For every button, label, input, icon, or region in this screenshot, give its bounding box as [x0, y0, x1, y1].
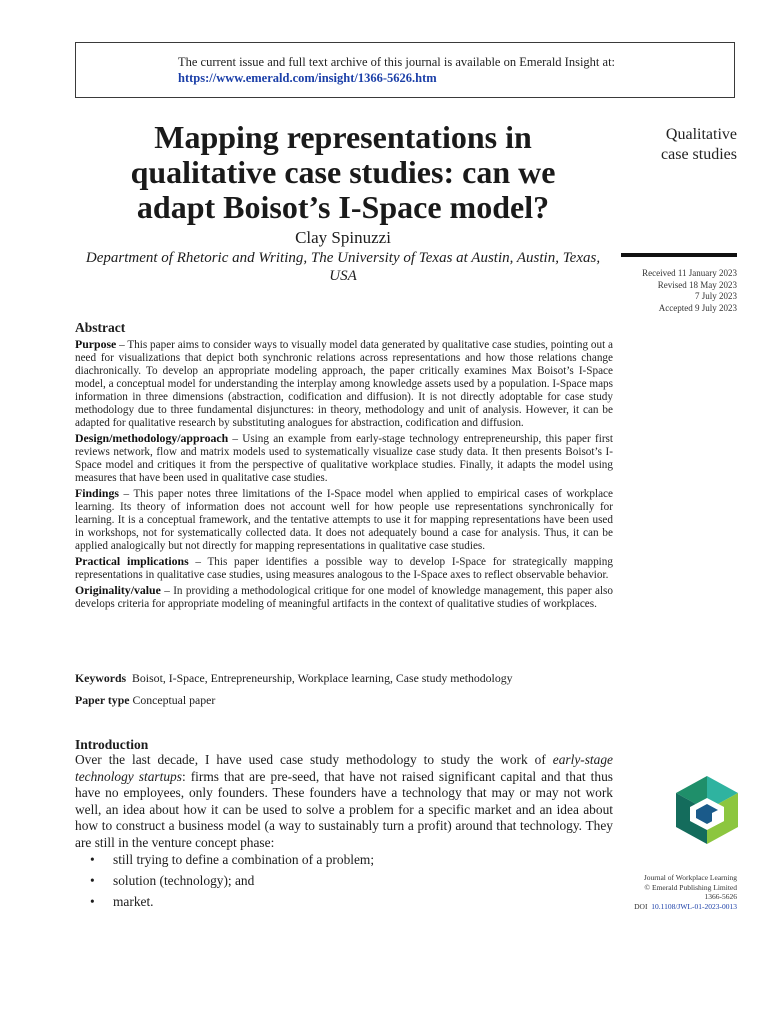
list-item-text: still trying to define a combination of a problem; — [113, 852, 375, 867]
keywords — [75, 671, 613, 686]
bullet-icon: • — [90, 873, 95, 888]
bullet-icon: • — [90, 852, 95, 867]
paper-type-text: Conceptual paper — [132, 693, 216, 707]
revised-date: Revised 18 May 2023 — [657, 279, 737, 290]
submission-dates — [610, 268, 737, 314]
section-label: Purpose — [75, 337, 117, 351]
abstract-section-implications: Practical implications – This paper identifies a possible way to develop I-Space for strategically mapping representations in qualitative case studies, using measures analogous to the I-Space axes to reflect observable behavior. — [75, 554, 613, 581]
section-text: This paper identifies a possible way to develop I-Space for strategically mapping representations in qualitative case studies, using measures analogous to the I-Space axes to reflect observable behavior. — [75, 556, 613, 581]
keywords-label: Keywords — [75, 671, 127, 685]
abstract-heading: Abstract — [75, 320, 126, 335]
abstract-section-originality: Originality/value – In providing a methodological critique for one model of knowledge management, this paper also develops criteria for appropriate modeling of meaningful artifacts in the context of qualitative studies of workplaces. — [75, 583, 614, 610]
introduction-paragraph — [75, 752, 613, 851]
accepted-date: Accepted 9 July 2023 — [658, 302, 737, 313]
bullet-icon: • — [90, 894, 95, 909]
received-date: Received 11 January 2023 — [642, 268, 737, 278]
title-line: qualitative case studies: can we — [130, 154, 556, 190]
section-text: In providing a methodological critique for one model of knowledge management, this paper also develops criteria for appropriate modeling of meaningful artifacts in the context of qualitative studies of workplaces. — [75, 585, 614, 610]
intro-text-start: Over the last decade, I have used case study methodology to study the work of — [75, 752, 553, 767]
section-label: Design/methodology/approach — [75, 431, 229, 445]
doi-link[interactable]: 10.1108/JWL-01-2023-0013 — [651, 901, 737, 911]
section-text: This paper aims to consider ways to visually model data generated by qualitative case studies, pointing out a need for visualizations that depict both synchronic relations across representations and how those relations change diachronically. To develop an appropriate modeling approach, the paper critically examines Max Boisot’s I-Space model, a conceptual model for understanding the interplay among knowledge assets used by a population. I-Space maps information in three dimensions (abstraction, codification and diffusion). It is not directly adoptable for case study methodology due to three fundamental disjunctures: in theory, methodology and unit of analysis. However, it can be adapted for qualitative research by substituting analogues for abstraction, codification and diffusion. — [75, 339, 613, 429]
emerald-logo-icon — [676, 776, 738, 844]
list-item — [90, 894, 154, 910]
title-line: adapt Boisot’s I-Space model? — [136, 189, 550, 225]
author-name: Clay Spinuzzi — [295, 228, 391, 247]
title-line: Mapping representations in — [154, 119, 532, 155]
intro-text-end: : firms that are pre-seed, that have not raised significant capital and that thus have no employees, only founders. These founders have a technology that may or may not work well, an idea about how it can be used to solve a problem for a specific market and an idea about how to construct a business model (a way to sustainably turn a profit) around that technology. They are still in the venture concept phase: — [75, 768, 613, 850]
doi-line — [600, 902, 737, 912]
journal-archive-banner — [75, 42, 735, 98]
banner-text: The current issue and full text archive of this journal is available on Emerald Insight at: — [178, 55, 616, 69]
intro-emphasis: early-stage technology startups — [75, 752, 613, 784]
paper-title — [75, 120, 611, 225]
journal-name: Journal of Workplace Learning — [643, 873, 737, 882]
issn: 1366-5626 — [704, 892, 737, 901]
abstract-section-purpose: Purpose – This paper aims to consider ways to visually model data generated by qualitative case studies, pointing out a need for visualizations that depict both synchronic relations across representations and how those relations change diachronically. To develop an appropriate modeling approach, the paper critically examines Max Boisot’s I-Space model, a conceptual model for understanding the interplay among knowledge assets used by a population. I-Space maps information in three dimensions (abstraction, codification and diffusion). It is not directly adoptable for case study methodology due to three fundamental disjunctures: in theory, methodology and unit of analysis. However, it can be adapted for qualitative research by substituting analogues for abstraction, codification and diffusion. — [75, 337, 613, 429]
paper-type-label: Paper type — [75, 693, 130, 707]
banner-link[interactable]: https://www.emerald.com/insight/1366-5626.htm — [178, 71, 437, 85]
abstract-section-design: Design/methodology/approach – Using an example from early-stage technology entrepreneurship, this paper first reviews network, flow and matrix models used to systematically visualize case study data. It then presents Boisot’s I-Space model and critiques it from the perspective of qualitative workplace studies. Finally, it adapts the model using measures that have been used in qualitative case studies. — [75, 431, 614, 484]
running-head-line: Qualitative — [665, 126, 737, 143]
section-label: Originality/value — [75, 583, 161, 597]
copyright-notice: © Emerald Publishing Limited — [644, 882, 737, 892]
revised-date-2: 7 July 2023 — [694, 291, 737, 301]
section-text: Using an example from early-stage technology entrepreneurship, this paper first reviews network, flow and matrix models used to systematically visualize case study data. It then presents Boisot’s I-Space model and critiques it from the perspective of qualitative workplace studies. Finally, it adapts the model using measures that have been used in qualitative case studies. — [75, 433, 614, 484]
section-text: This paper notes three limitations of the I-Space model when applied to empirical cases of workplace learning. Its theory of information does not account well for how people use representations synchronically for learning. It is a conceptual framework, and the tentative attempts to use it for mapping representations have been used in workshops, not for systematically collected data. It does not adequately bound a case for analysis. Thus, it can be applied analogically but not directly for mapping representations in qualitative case studies. — [75, 488, 613, 552]
list-item-text: solution (technology); and — [113, 873, 255, 888]
abstract-section-findings: Findings – This paper notes three limitations of the I-Space model when applied to empirical cases of workplace learning. Its theory of information does not account well for how people use representations synchronically for learning. It is a conceptual framework, and the tentative attempts to use it for mapping representations have been used in workshops, not for systematically collected data. It does not adequately bound a case for analysis. Thus, it can be applied analogically but not directly for mapping representations in qualitative case studies. — [75, 486, 613, 552]
introduction-heading: Introduction — [75, 737, 149, 752]
paper-type — [75, 693, 613, 708]
author-affiliation: Department of Rhetoric and Writing, The University of Texas at Austin, Austin, Texas, USA — [85, 250, 601, 284]
list-item — [90, 852, 374, 868]
keywords-text: Boisot, I-Space, Entrepreneurship, Workplace learning, Case study methodology — [132, 671, 513, 685]
list-item-text: market. — [113, 894, 154, 909]
publication-info — [600, 873, 737, 911]
abstract-body — [75, 338, 613, 613]
list-item — [90, 873, 254, 889]
running-head — [620, 125, 737, 165]
section-label: Practical implications — [75, 554, 189, 568]
margin-rule — [621, 253, 737, 257]
running-head-line: case studies — [661, 146, 737, 163]
section-label: Findings — [75, 486, 119, 500]
doi-label: DOI — [634, 901, 648, 911]
